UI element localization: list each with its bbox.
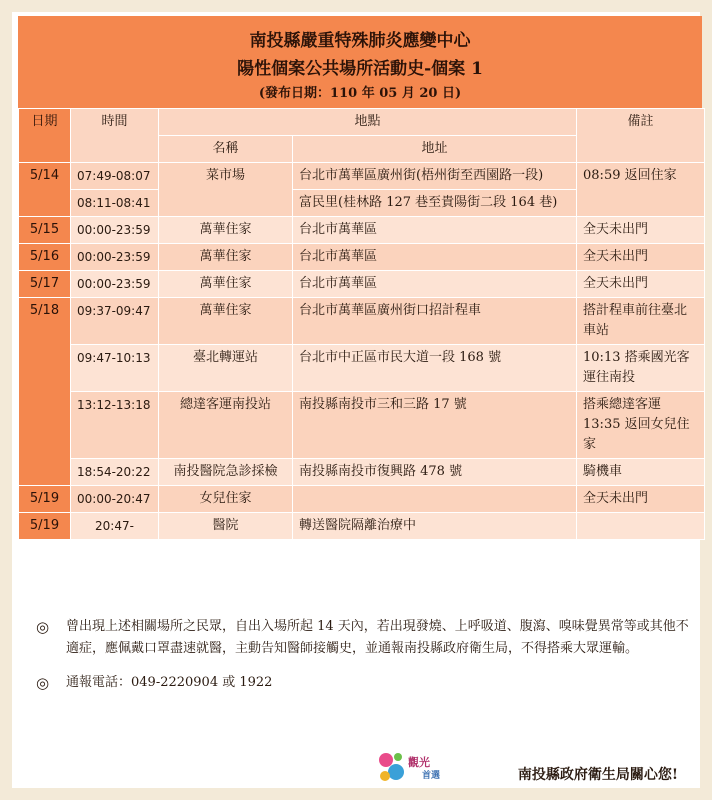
note-cell: 搭計程車前往臺北車站 xyxy=(577,298,705,345)
time-cell: 07:49-08:07 xyxy=(71,163,159,190)
note-cell: 全天未出門 xyxy=(577,244,705,271)
place-name-cell: 女兒住家 xyxy=(159,486,293,513)
place-name-cell: 萬華住家 xyxy=(159,271,293,298)
note-cell: 全天未出門 xyxy=(577,271,705,298)
bullet-icon: ◎ xyxy=(36,674,50,692)
table-row xyxy=(19,271,705,298)
note-cell: 08:59 返回住家 xyxy=(577,163,705,217)
address-cell: 富民里(桂林路 127 巷至貴陽街二段 164 巷) xyxy=(293,190,577,217)
note-cell: 10:13 搭乘國光客運往南投 xyxy=(577,345,705,392)
date-cell: 5/15 xyxy=(19,217,71,244)
note-cell: 搭乘總達客運 13:35 返回女兒住家 xyxy=(577,392,705,459)
time-cell: 09:37-09:47 xyxy=(71,298,159,345)
address-cell: 轉送醫院隔離治療中 xyxy=(293,513,577,540)
note-cell: 全天未出門 xyxy=(577,217,705,244)
svg-text:首選: 首選 xyxy=(422,771,441,781)
col-header-place: 地點 xyxy=(159,109,577,136)
note-cell xyxy=(577,513,705,540)
address-cell: 台北市萬華區 xyxy=(293,217,577,244)
hotline-note xyxy=(36,672,696,694)
time-cell: 00:00-23:59 xyxy=(71,244,159,271)
table-row xyxy=(19,217,705,244)
place-name-cell: 萬華住家 xyxy=(159,217,293,244)
col-header-date: 日期 xyxy=(19,109,71,163)
tourism-logo-icon xyxy=(376,746,466,786)
date-cell: 5/14 xyxy=(19,163,71,217)
time-cell: 00:00-20:47 xyxy=(71,486,159,513)
place-name-cell: 菜市場 xyxy=(159,163,293,217)
address-cell: 台北市中正區市民大道一段 168 號 xyxy=(293,345,577,392)
bullet-icon: ◎ xyxy=(36,618,50,636)
table-row xyxy=(19,163,705,190)
time-cell: 08:11-08:41 xyxy=(71,190,159,217)
address-cell: 南投縣南投市三和三路 17 號 xyxy=(293,392,577,459)
place-name-cell: 南投醫院急診採檢 xyxy=(159,459,293,486)
release-date: (發布日期：110 年 05 月 20 日) xyxy=(258,86,462,101)
bulletin-header xyxy=(18,16,702,108)
time-cell: 00:00-23:59 xyxy=(71,271,159,298)
table-row xyxy=(19,513,705,540)
table-row xyxy=(19,392,705,459)
activity-table xyxy=(18,108,705,540)
bulletin-title: 南投縣嚴重特殊肺炎應變中心 xyxy=(249,31,471,51)
place-name-cell: 萬華住家 xyxy=(159,244,293,271)
time-cell: 20:47- xyxy=(71,513,159,540)
place-name-cell: 總達客運南投站 xyxy=(159,392,293,459)
table-row xyxy=(19,345,705,392)
time-cell: 13:12-13:18 xyxy=(71,392,159,459)
col-header-time: 時間 xyxy=(71,109,159,163)
date-cell: 5/19 xyxy=(19,513,71,540)
table-row xyxy=(19,459,705,486)
advice-note xyxy=(36,616,696,660)
address-cell: 台北市萬華區 xyxy=(293,244,577,271)
address-cell: 南投縣南投市復興路 478 號 xyxy=(293,459,577,486)
svg-text:觀光: 觀光 xyxy=(408,756,430,769)
place-name-cell: 萬華住家 xyxy=(159,298,293,345)
tourism-logo xyxy=(376,746,466,786)
time-cell: 18:54-20:22 xyxy=(71,459,159,486)
table-row xyxy=(19,298,705,345)
date-cell: 5/19 xyxy=(19,486,71,513)
address-cell: 台北市萬華區廣州街(梧州街至西園路一段) xyxy=(293,163,577,190)
place-name-cell: 臺北轉運站 xyxy=(159,345,293,392)
note-cell: 全天未出門 xyxy=(577,486,705,513)
place-name-cell: 醫院 xyxy=(159,513,293,540)
notes-section xyxy=(36,616,696,706)
note-cell: 騎機車 xyxy=(577,459,705,486)
bulletin-subtitle: 陽性個案公共場所活動史-個案 1 xyxy=(237,59,483,79)
date-cell: 5/16 xyxy=(19,244,71,271)
date-cell: 5/18 xyxy=(19,298,71,486)
col-header-name: 名稱 xyxy=(159,136,293,163)
bulletin-sheet xyxy=(12,12,700,788)
time-cell: 00:00-23:59 xyxy=(71,217,159,244)
date-cell: 5/17 xyxy=(19,271,71,298)
time-cell: 09:47-10:13 xyxy=(71,345,159,392)
address-cell: 台北市萬華區 xyxy=(293,271,577,298)
table-row xyxy=(19,486,705,513)
table-header-row xyxy=(19,109,705,136)
closing-message: 南投縣政府衛生局關心您! xyxy=(517,767,678,783)
advice-text: 曾出現上述相關場所之民眾，自出入場所起 14 天內，若出現發燒、上呼吸道、腹瀉、嗅味覺異常等或其他不適症，應佩戴口罩盡速就醫，主動告知醫師接觸史，並通報南投縣政府衛生局，不得搭乘大眾運輸。 xyxy=(66,619,689,656)
col-header-note: 備註 xyxy=(577,109,705,163)
table-row xyxy=(19,244,705,271)
address-cell: 台北市萬華區廣州街口招計程車 xyxy=(293,298,577,345)
col-header-address: 地址 xyxy=(293,136,577,163)
address-cell xyxy=(293,486,577,513)
hotline-text: 通報電話：049-2220904 或 1922 xyxy=(66,675,273,690)
